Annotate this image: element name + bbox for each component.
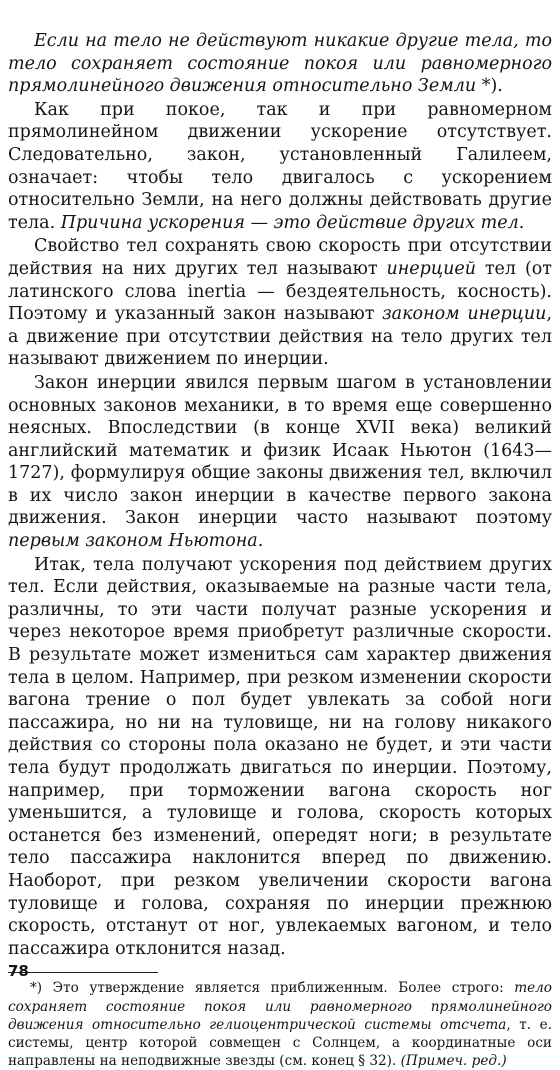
page-body: [8, 30, 552, 1070]
page-number: 78: [8, 962, 29, 980]
emphasis-cause-of-acceleration: Причина ускорения — это действие других тел.: [60, 212, 525, 233]
text-run: Свойство тел сохранять свою скорость при отсутствии действия на них других тел называют: [8, 236, 552, 279]
law-statement-italic: Если на тело не действуют никакие другие тела, то тело сохраняет состояние покоя или равномерного прямолинейного движения относительно Земли: [8, 31, 552, 97]
footnote-reference: *).: [476, 76, 503, 97]
footnote-divider: [8, 972, 158, 973]
text-run: , т. е. системы, центр которой совмещен с Солнцем, а координатные оси направлены на неподвижные звезды (см. конец § 32).: [8, 1016, 553, 1070]
paragraph-acceleration-cause: [8, 99, 552, 235]
editor-note: (Примеч. ред.): [400, 1053, 507, 1070]
text-run: Итак, тела получают ускорения под действием других тел. Если действия, оказываемые на разные части тела, различны, то эти части получат разные ускорения и через некоторое время приобретут различные скорости. В результате может измениться сам характер движения тела в целом. Например, при резком изменении скорости вагона трение о пол будет увлекать за собой ноги пассажира, но ни на туловище, ни на голову никакого действия со стороны пола оказано не будет, и эти части тела будут продолжать двигаться по инерции. Поэтому, например, при торможении вагона скорость ног уменьшится, а туловище и голова, скорость которых останется без изменений, опередят ноги; в результате тело пассажира наклонится вперед по движению. Наоборот, при резком увеличении скорости вагона туловище и голова, сохраняя по инерции прежнюю скорость, отстанут от ног, увлекаемых вагоном, и тело пассажира отклонится назад.: [8, 554, 552, 959]
paragraph-passenger-example: [8, 554, 552, 961]
term-inertia: инерцией: [386, 258, 476, 279]
text-run: Это утверждение является приближенным. Более строго:: [42, 980, 515, 997]
footnote-italic-statement: тело сохраняет состояние покоя или равномерного прямолинейного движения относительно гелиоцентрической системы отсчета: [8, 980, 552, 1033]
footnote: [8, 979, 552, 1070]
footnote-mark: *): [30, 980, 43, 997]
term-law-of-inertia: законом инерции: [382, 304, 547, 325]
paragraph-law-of-inertia-statement: [8, 30, 552, 98]
text-run: , а движение при отсутствии действия на тело других тел называют движением по инерции.: [8, 304, 553, 370]
term-newtons-first-law: первым законом Ньютона: [8, 531, 258, 552]
text-run: тел (от латинского слова inertia — бездеятельность, косность). Поэтому и указанный закон называют: [8, 258, 552, 325]
text-run: Закон инерции явился первым шагом в установлении основных законов механики, в то время еще совершенно неясных. Впоследствии (в конце XVII века) великий английский математик и физик Исаак Ньютон (1643—1727), формулируя общие законы движения тел, включил в их число закон инерции в качестве первого закона движения. Закон инерции часто называют поэтому: [8, 372, 552, 529]
text-run: .: [257, 531, 264, 552]
text-run: Как при покое, так и при равномерном прямолинейном движении ускорение отсутствует. Следовательно, закон, установленный Галилеем, означает: чтобы тело двигалось с ускорением относительно Земли, на него должны действовать другие тела.: [8, 99, 552, 233]
paragraph-inertia-definition: [8, 235, 552, 371]
paragraph-newton-history: [8, 372, 552, 553]
